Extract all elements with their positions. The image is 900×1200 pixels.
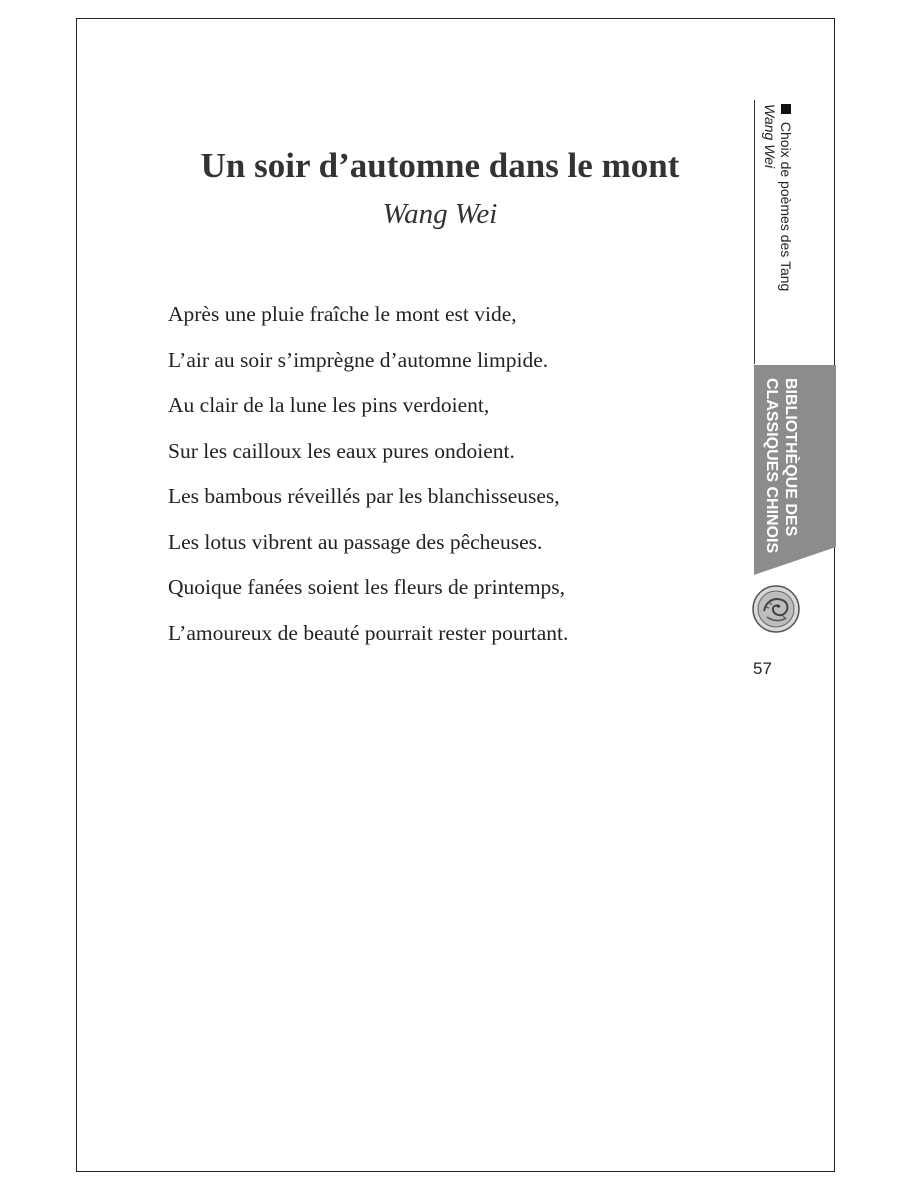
poem-line: Quoique fanées soient les fleurs de printemps,: [168, 575, 566, 599]
black-square-icon: [781, 104, 791, 114]
poem-line: Au clair de la lune les pins verdoient,: [168, 393, 490, 417]
poem-line: L’air au soir s’imprègne d’automne limpide.: [168, 347, 549, 372]
poem-title: Un soir d’automne dans le mont: [200, 146, 680, 185]
sidebar-book-author: Wang Wei: [762, 104, 778, 169]
round-seal-icon: [752, 585, 800, 633]
poem-line: Sur les cailloux les eaux pures ondoient.: [168, 438, 515, 463]
series-name-line2: CLASSIQUES CHINOIS: [763, 378, 780, 554]
series-name-line1: BIBLIOTHÈQUE DES: [782, 378, 799, 537]
sidebar-book-info: [762, 104, 794, 291]
poem-line: L’amoureux de beauté pourrait rester pourtant.: [168, 620, 569, 645]
poem-line: Les lotus vibrent au passage des pêcheuses.: [168, 529, 543, 554]
page-number: 57: [753, 659, 772, 678]
sidebar-book-title: Choix de poèmes des Tang: [778, 121, 794, 292]
poem-line: Après une pluie fraîche le mont est vide,: [168, 302, 517, 326]
poem-author: Wang Wei: [382, 198, 498, 230]
poem-body: [168, 302, 708, 666]
series-tab-text: [762, 378, 800, 553]
poem-line: Les bambous réveillés par les blanchisseuses,: [168, 484, 560, 508]
